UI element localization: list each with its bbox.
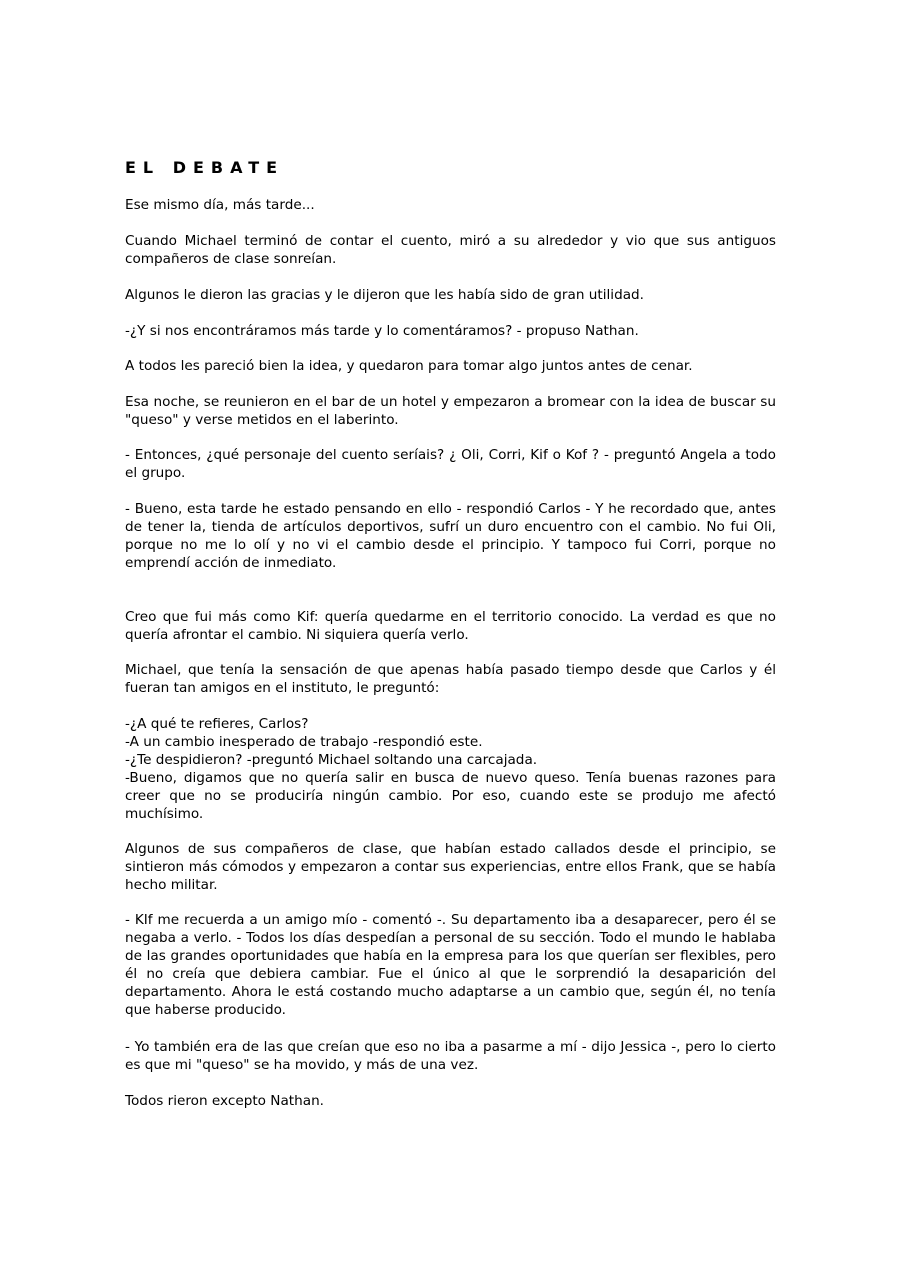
paragraph: - Yo también era de las que creían que eso no iba a pasarme a mí - dijo Jessica -, pero lo cierto es que mi "queso" se ha movido, y más de una vez.	[125, 1039, 776, 1073]
paragraph: - Bueno, esta tarde he estado pensando en ello - respondió Carlos - Y he recordado que, antes de tener la, tienda de artículos deportivos, sufrí un duro encuentro con el cambio. No fui Oli, porque no me lo olí y no vi el cambio desde el principio. Y tampoco fui Corri, porque no emprendí acción de inmediato.	[125, 501, 776, 571]
paragraph: Michael, que tenía la sensación de que apenas había pasado tiempo desde que Carlos y él fueran tan amigos en el instituto, le preguntó:	[125, 662, 776, 696]
paragraph: Creo que fui más como Kif: quería quedarme en el territorio conocido. La verdad es que no quería afrontar el cambio. Ni siquiera quería verlo.	[125, 609, 776, 643]
dialogue-line: -¿A qué te refieres, Carlos?	[125, 716, 309, 732]
paragraph: Ese mismo día, más tarde...	[125, 197, 315, 213]
paragraph: Todos rieron excepto Nathan.	[125, 1093, 325, 1109]
paragraph: Cuando Michael terminó de contar el cuento, miró a su alrededor y vio que sus antiguos compañeros de clase sonreían.	[125, 233, 776, 267]
dialogue-line: -Bueno, digamos que no quería salir en busca de nuevo queso. Tenía buenas razones para creer que no se produciría ningún cambio. Por eso, cuando este se produjo me afectó muchísimo.	[125, 770, 776, 822]
document-title: EL DEBATE	[125, 158, 285, 177]
paragraph: A todos les pareció bien la idea, y quedaron para tomar algo juntos antes de cenar.	[125, 358, 693, 374]
dialogue-line: -A un cambio inesperado de trabajo -respondió este.	[125, 734, 483, 750]
paragraph: - Entonces, ¿qué personaje del cuento seríais? ¿ Oli, Corri, Kif o Kof ? - preguntó Angela a todo el grupo.	[125, 447, 776, 481]
paragraph: Esa noche, se reunieron en el bar de un hotel y empezaron a bromear con la idea de buscar su "queso" y verse metidos en el laberinto.	[125, 394, 776, 428]
paragraph: Algunos le dieron las gracias y le dijeron que les había sido de gran utilidad.	[125, 287, 644, 303]
paragraph: -¿Y si nos encontráramos más tarde y lo comentáramos? - propuso Nathan.	[125, 323, 639, 339]
dialogue-line: -¿Te despidieron? -preguntó Michael soltando una carcajada.	[125, 752, 538, 768]
paragraph: - KIf me recuerda a un amigo mío - comentó -. Su departamento iba a desaparecer, pero él se negaba a verlo. - Todos los días despedían a personal de su sección. Todo el mundo le hablaba de las grandes oportunidades que había en la empresa para los que querían ser flexibles, pero él no creía que debiera cambiar. Fue el único al que le sorprendió la desaparición del departamento. Ahora le está costando mucho adaptarse a un cambio que, según él, no tenía que haberse producido.	[125, 912, 776, 1018]
paragraph: Algunos de sus compañeros de clase, que habían estado callados desde el principio, se sintieron más cómodos y empezaron a contar sus experiencias, entre ellos Frank, que se había hecho militar.	[125, 841, 776, 893]
